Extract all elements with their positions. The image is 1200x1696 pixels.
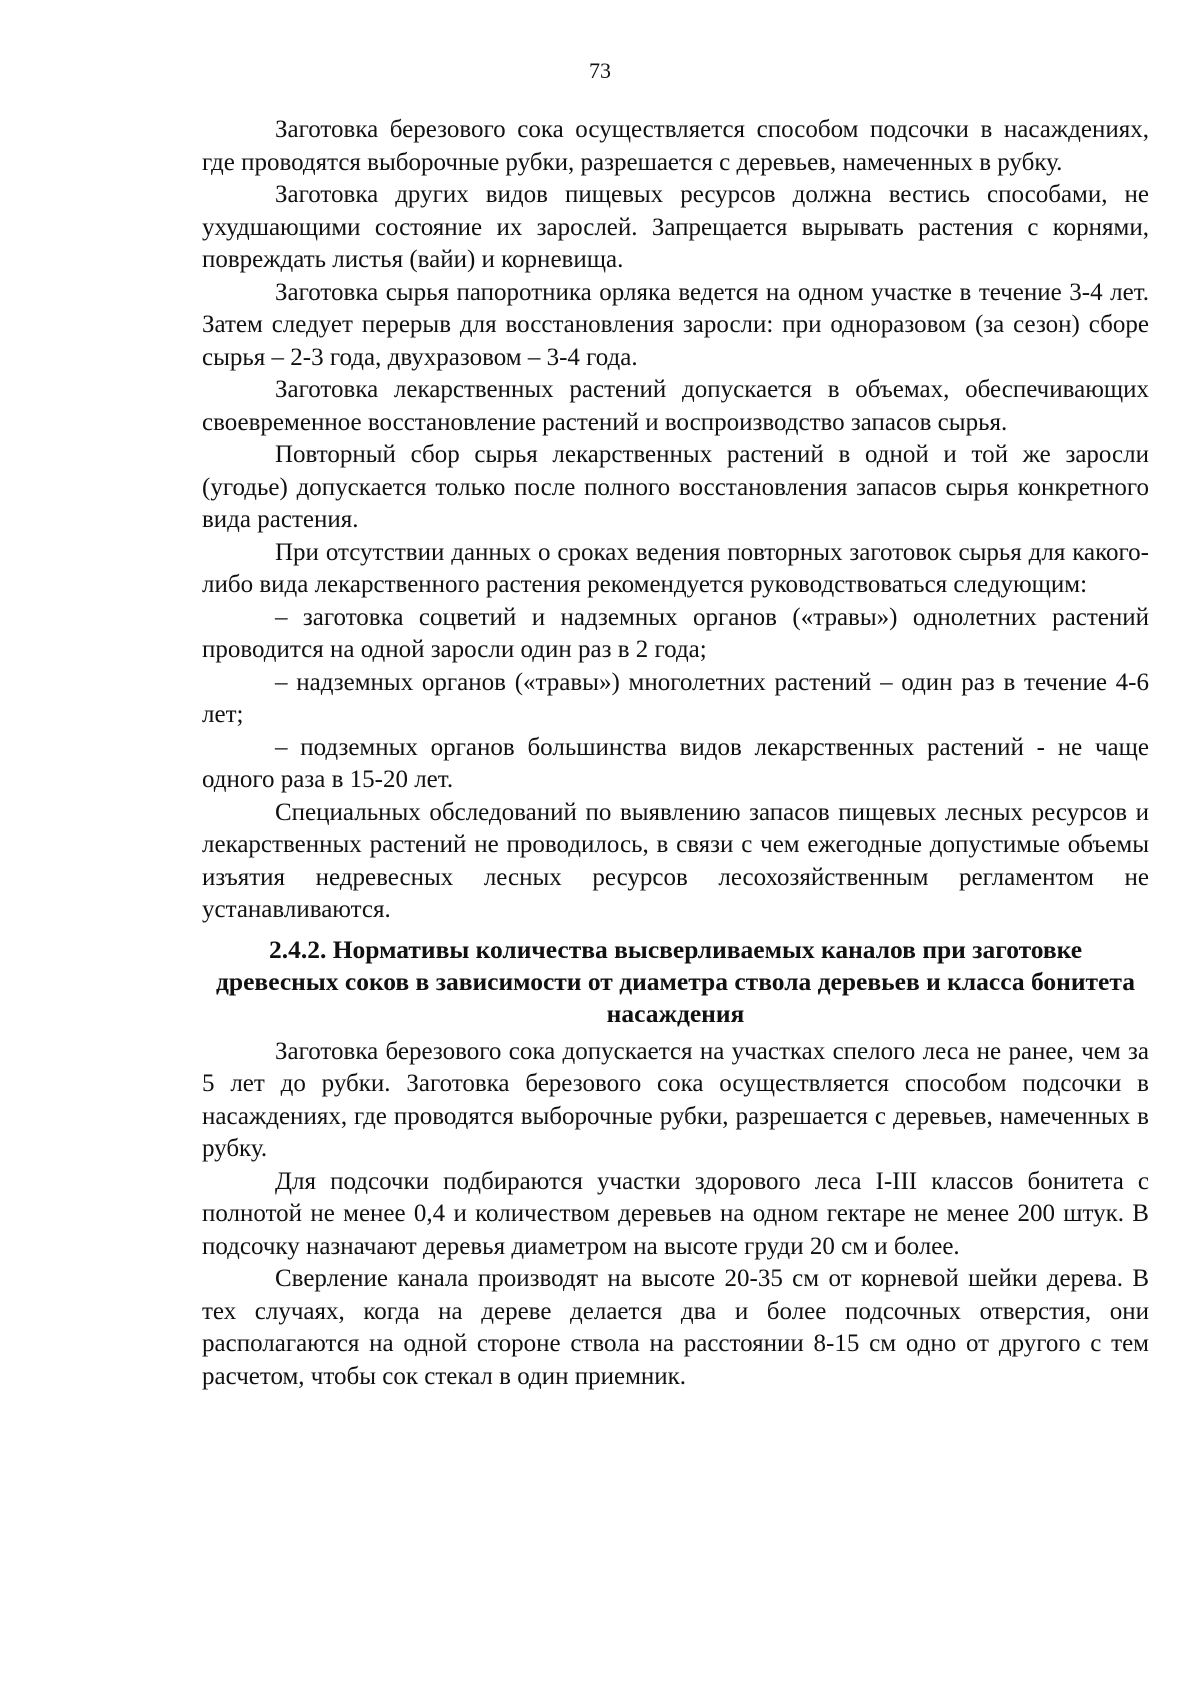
paragraph-drilling-channel: Сверление канала производят на высоте 20-35 см от корневой шейки дерева. В тех случаях, когда на дереве делается два и более подсочных отверстия, они располагаются на одной стороне ствола на расстоянии 8-15 см одно от другого с тем расчетом, чтобы сок стекал в один приемник. bbox=[202, 1265, 1149, 1390]
paragraph-birch-sap: Заготовка березового сока осуществляется способом подсочки в насаждениях, где проводятся выборочные рубки, разрешается с деревьев, намеченных в рубку. bbox=[202, 116, 1149, 176]
list-item-perennial-plants: – надземных органов («травы») многолетних растений – один раз в течение 4-6 лет; bbox=[202, 668, 1149, 728]
paragraph-special-surveys: Специальных обследований по выявлению запасов пищевых лесных ресурсов и лекарственных растений не проводилось, в связи с чем ежегодные допустимые объемы изъятия недревесных лесных ресурсов лесохозяйственным регламентом не устанавливаются. bbox=[202, 798, 1149, 923]
list-item-annual-plants: – заготовка соцветий и надземных органов («травы») однолетних растений проводится на одной заросли один раз в 2 года; bbox=[202, 603, 1149, 663]
document-body bbox=[202, 114, 1149, 1393]
list-item-underground-organs: – подземных органов большинства видов лекарственных растений - не чаще одного раза в 15-20 лет. bbox=[202, 733, 1149, 793]
paragraph-no-data-guidance: При отсутствии данных о сроках ведения повторных заготовок сырья для какого-либо вида лекарственного растения рекомендуется руководствоваться следующим: bbox=[202, 538, 1149, 598]
paragraph-tapping-site-selection: Для подсочки подбираются участки здорового леса I-III классов бонитета с полнотой не менее 0,4 и количеством деревьев на одном гектаре не менее 200 штук. В подсочку назначают деревья диаметром на высоте груди 20 см и более. bbox=[202, 1167, 1149, 1260]
section-heading-2-4-2: 2.4.2. Нормативы количества высверливаемых каналов при заготовке древесных соков в зависимости от диаметра ствола деревьев и класса бонитета насаждения bbox=[216, 934, 1135, 1028]
paragraph-bracken-fern: Заготовка сырья папоротника орляка ведется на одном участке в течение 3-4 лет. Затем следует перерыв для восстановления заросли: при одноразовом (за сезон) сборе сырья – 2-3 года, двухразовом – 3-4 года. bbox=[202, 278, 1149, 371]
page-number: 73 bbox=[589, 58, 611, 83]
paragraph-birch-sap-harvest: Заготовка березового сока допускается на участках спелого леса не ранее, чем за 5 лет до рубки. Заготовка березового сока осуществляется способом подсочки в насаждениях, где проводятся выборочные рубки, разрешается с деревьев, намеченных в рубку. bbox=[202, 1037, 1149, 1162]
paragraph-repeated-collection: Повторный сбор сырья лекарственных растений в одной и той же заросли (угодье) допускается только после полного восстановления запасов сырья конкретного вида растения. bbox=[202, 441, 1149, 533]
paragraph-food-resources: Заготовка других видов пищевых ресурсов должна вестись способами, не ухудшающими состояние их зарослей. Запрещается вырывать растения с корнями, повреждать листья (вайи) и корневища. bbox=[202, 181, 1149, 273]
paragraph-medicinal-volumes: Заготовка лекарственных растений допускается в объемах, обеспечивающих своевременное восстановление растений и воспроизводство запасов сырья. bbox=[202, 376, 1149, 436]
